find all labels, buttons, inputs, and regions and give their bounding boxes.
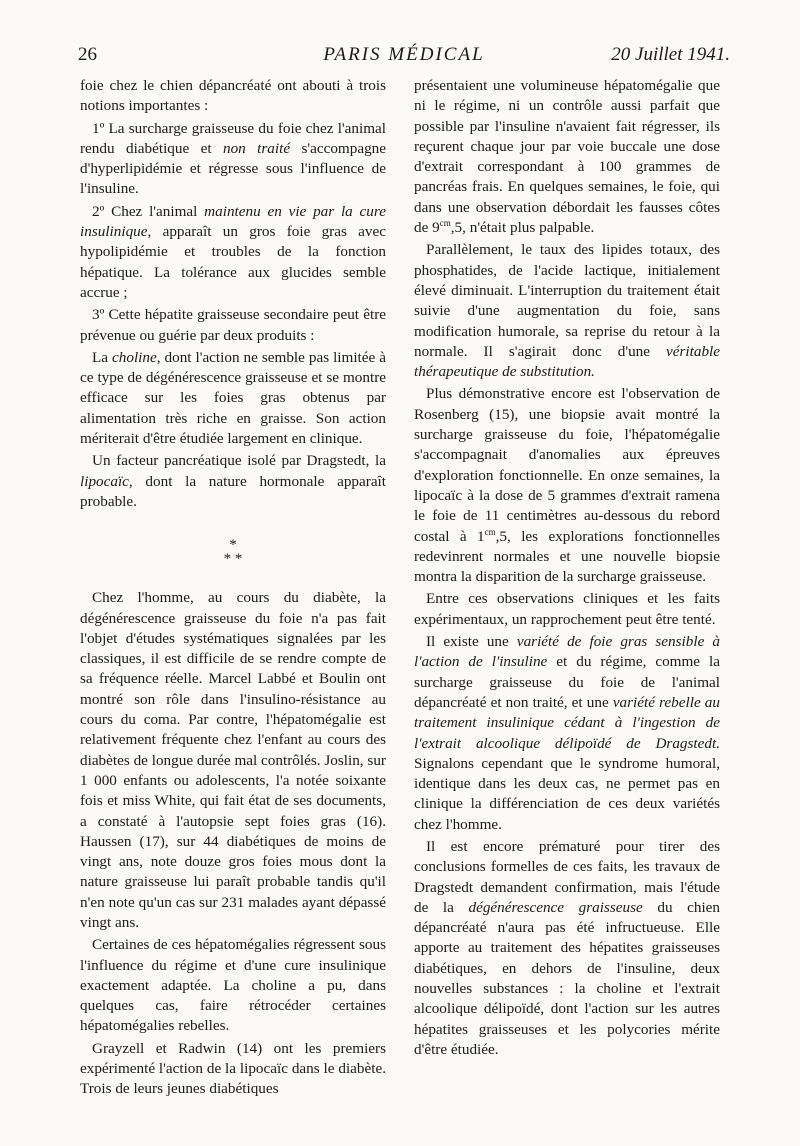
paragraph: foie chez le chien dépancréaté ont abouti à trois notions importantes : <box>80 77 386 115</box>
paragraph: 1º La surcharge graisseuse du foie chez l'animal rendu diabétique et non traité s'accompagne d'hyperlipidémie et régresse sous l'influence de l'insuline. <box>80 119 387 198</box>
paragraph: 2º Chez l'animal maintenu en vie par la cure insulinique, apparaît un gros foie gras avec hypolipidémie et troubles de la fonction hépatique. La tolérance aux glucides semble accrue ; <box>80 202 386 301</box>
paragraph: Il est encore prématuré pour tirer des conclusions formelles de ces faits, les travaux de Dragstedt demandent confirmation, mais l'étude de la dégénérescence graisseuse du chien dépancréaté n'aura pas été infructueuse. Elle apporte au traitement des hépatites graisseuses diabétiques, en dehors de l'insuline, deux nouvelles substances : la choline et l'extrait alcoolique délipoïdé, dont l'action sur les autres hépatites graisseuses et les polycories mérite d'être étudiée. <box>414 837 721 1058</box>
paragraph: 3º Cette hépatite graisseuse secondaire peut être prévenue ou guérie par deux produits : <box>80 306 386 344</box>
paragraph: Chez l'homme, au cours du diabète, la dégénérescence graisseuse du foie n'a pas fait l'objet d'études systématiques signalées par les classiques, il est difficile de se rendre compte de sa fréquence réelle. Marcel Labbé et Boulin ont montré son rôle dans l'insulino-résistance au cours du coma. Par contre, l'hépatomégalie est relativement fréquente chez l'enfant au cours des diabètes de longue durée mal contrôlés. Joslin, sur 1 000 enfants ou adolescents, l'a notée soixante fois et miss White, qui fait état de ses documents, a constaté à l'autopsie sept foies gras (16). Haussen (17), sur 44 diabétiques de moins de vingt ans, note douze gros foies mous dont la nature graisseuse lui paraît probable tandis qu'il n'en note qu'un cas sur 231 malades ayant dépassé vingt ans. <box>80 589 386 931</box>
paragraph: Il existe une variété de foie gras sensible à l'action de l'insuline et du régime, comme la surcharge graisseuse du foie de l'animal dépancréaté et non traité, et une variété rebelle au traitement insulinique cédant à l'ingestion de l'extrait alcoolique délipoïdé de Dragstedt. Signalons cependant que le syndrome humoral, identique dans les deux cas, ne permet pas en clinique la différenciation de ces deux variétés chez l'homme. <box>414 633 720 833</box>
right-column <box>414 76 720 1062</box>
paragraph: Parallèlement, le taux des lipides totaux, des phosphatides, de l'acide lactique, initialement élevé diminuait. L'interruption du traitement était suivie d'une augmentation du foie, sans modification humorale, sa reprise du retour à la normale. Il s'agirait donc d'une véritable thérapeutique de substitution. <box>414 241 720 381</box>
paragraph: La choline, dont l'action ne semble pas limitée à ce type de dégénérescence graisseuse et se montre efficace sur les foies gras obtenus par alimentation très riche en graisse. Son action mériterait d'être étudiée largement en clinique. <box>80 348 386 448</box>
issue-date: 20 Juillet 1941. <box>611 44 730 65</box>
left-column <box>80 76 386 1102</box>
page-number: 26 <box>78 44 97 65</box>
running-header <box>78 44 730 74</box>
paragraph: Grayzell et Radwin (14) ont les premiers expérimenté l'action de la lipocaïc dans le diabète. Trois de leurs jeunes diabétiques <box>80 1039 386 1098</box>
paragraph: Un facteur pancréatique isolé par Dragstedt, la lipocaïc, dont la nature hormonale apparaît probable. <box>80 452 386 510</box>
paragraph: Entre ces observations cliniques et les faits expérimentaux, un rapprochement peut être tenté. <box>414 590 720 628</box>
paragraph: Plus démonstrative encore est l'observation de Rosenberg (15), une biopsie avait montré la surcharge graisseuse du foie, l'hépatomégalie s'accompagnait d'anomalies aux épreuves d'exploration fonctionnelle. En onze semaines, la lipocaïc à la dose de 5 grammes d'extrait ramena le foie de 11 centimètres au-dessous du rebord costal à $1^{cm},5$, les explorations fonctionnelles redevinrent normales et une nouvelle biopsie montra la disparition de la surcharge graisseuse. <box>414 385 720 586</box>
journal-title: PARIS MÉDICAL <box>323 44 485 65</box>
paragraph: Certaines de ces hépatomégalies régressent sous l'influence du régime et d'une cure insulinique exactement adaptée. La choline a pu, dans quelques cas, faire rétrocéder certaines hépatomégalies rebelles. <box>80 936 386 1035</box>
paragraph: présentaient une volumineuse hépatomégalie que ni le régime, ni un contrôle aussi parfait que possible par l'insuline n'avaient fait régresser, ils reçurent chaque jour par voie buccale une dose d'extrait correspondant à 100 grammes de pancréas frais. En quelques semaines, le foie, qui dans une observation débordait les fausses côtes de $9^{cm},5$, n'était plus palpable. <box>414 77 720 237</box>
section-separator: * * * <box>223 537 243 568</box>
